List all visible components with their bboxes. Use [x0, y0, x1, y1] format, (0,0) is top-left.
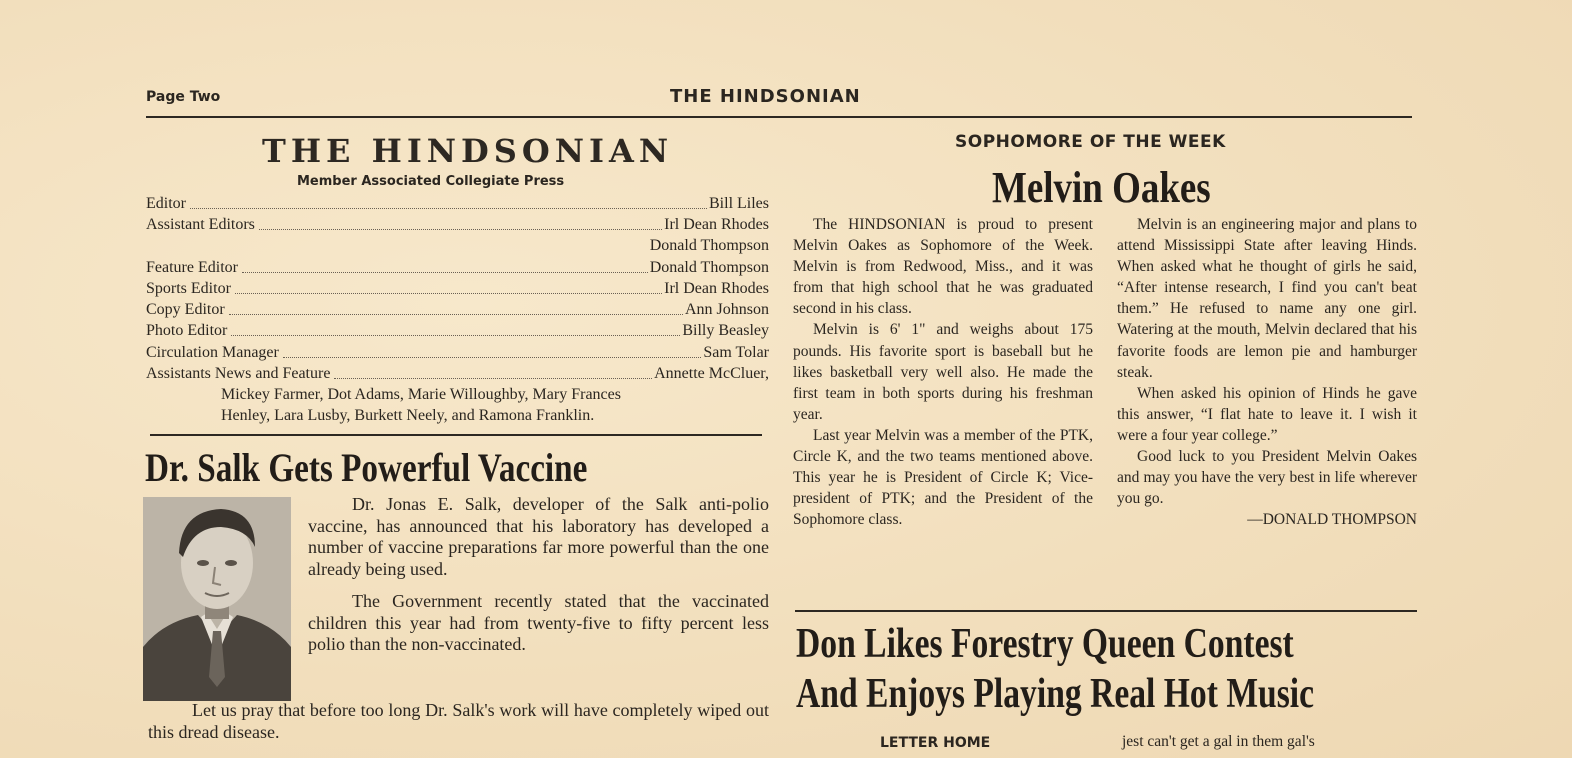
staff-name: Irl Dean Rhodes: [664, 280, 769, 297]
masthead-subtitle: Member Associated Collegiate Press: [297, 174, 565, 189]
staff-assistants-line: Henley, Lara Lusby, Burkett Neely, and Ramona Franklin.: [221, 407, 595, 424]
sophomore-paragraph: Melvin is an engineering major and plans to attend Mississippi State after leaving Hinds. When asked what he thought of girls he said, “After intense research, I find you can't beat them.” He refused to name any one girl. Watering at the mouth, Melvin declared that his favorite foods are lemon pie and hamburger steak.: [1117, 216, 1417, 381]
header-rule: [146, 116, 1412, 118]
sophomore-kicker: SOPHOMORE OF THE WEEK: [955, 132, 1226, 152]
salk-paragraph: Dr. Jonas E. Salk, developer of the Salk anti-polio vaccine, has announced that his laboratory has developed a number of vaccine preparations far more powerful than the one already being used.: [308, 494, 769, 579]
staff-role: Circulation Manager: [146, 344, 279, 361]
leader-dots: [190, 208, 707, 209]
leader-dots: [283, 357, 701, 358]
staff-name: Irl Dean Rhodes: [664, 216, 769, 233]
sophomore-paragraph: Melvin is 6' 1" and weighs about 175 pounds. His favorite sport is baseball but he likes basketball very well also. He made the first team in both sports during his freshman year.: [793, 321, 1093, 423]
sophomore-paragraph: The HINDSONIAN is proud to present Melvin Oakes as Sophomore of the Week. Melvin is from Redwood, Miss., and it was from that high school that he was graduated second in his class.: [793, 216, 1093, 318]
staff-row: [146, 257, 769, 278]
staff-role: Photo Editor: [146, 322, 228, 339]
leader-dots: [231, 335, 680, 336]
sophomore-column-2: [1117, 214, 1417, 530]
page-number: Page Two: [146, 89, 221, 105]
staff-role: Assistants News and Feature: [146, 365, 331, 382]
sophomore-paragraph: When asked his opinion of Hinds he gave this answer, “I flat hate to leave it. I wish it were a four year college.”: [1117, 384, 1417, 444]
staff-role: Assistant Editors: [146, 216, 255, 233]
salk-headline: Dr. Salk Gets Powerful Vaccine: [145, 445, 588, 490]
staff-role: Sports Editor: [146, 280, 231, 297]
staff-assistants-line: Mickey Farmer, Dot Adams, Marie Willoughby, Mary Frances: [221, 386, 621, 403]
staff-row: [146, 214, 769, 235]
staff-row: [146, 299, 769, 320]
sophomore-paragraph: Good luck to you President Melvin Oakes and may you have the very best in life wherever you go.: [1117, 448, 1417, 508]
staff-role: Feature Editor: [146, 259, 238, 276]
sophomore-byline: —DONALD THOMPSON: [1247, 511, 1417, 529]
salk-paragraph: Let us pray that before too long Dr. Salk's work will have completely wiped out this dread disease.: [148, 700, 769, 742]
staff-role: Copy Editor: [146, 301, 225, 318]
staff-name: Donald Thompson: [649, 259, 769, 276]
leader-dots: [235, 293, 662, 294]
don-body-snippet: jest can't get a gal in them gal's: [1122, 733, 1315, 750]
leader-dots: [334, 378, 652, 379]
staff-name: Annette McCluer,: [654, 365, 769, 382]
sophomore-paragraph: Last year Melvin was a member of the PTK, Circle K, and the two teams mentioned above. This year he is President of Circle K; Vice-president of PTK; and the President of the Sophomore class.: [793, 426, 1093, 529]
don-subhead: LETTER HOME: [880, 735, 991, 751]
salk-portrait-photo: [143, 497, 291, 701]
salk-body-top: [308, 494, 769, 656]
masthead-title: THE HINDSONIAN: [262, 132, 674, 170]
leader-dots: [242, 272, 648, 273]
don-headline-line-1: Don Likes Forestry Queen Contest: [796, 621, 1294, 667]
sophomore-bottom-rule: [795, 610, 1417, 612]
don-headline-line-2: And Enjoys Playing Real Hot Music: [796, 671, 1315, 717]
staff-row: [146, 320, 769, 341]
staff-name: Billy Beasley: [682, 322, 769, 339]
staff-row: [146, 193, 769, 214]
leader-dots: [229, 314, 683, 315]
sophomore-column-1: [793, 214, 1093, 530]
staff-row: [146, 363, 769, 384]
staff-role: Editor: [146, 195, 186, 212]
staff-row: [146, 235, 769, 256]
leader-dots: [259, 229, 662, 230]
staff-name: Ann Johnson: [684, 301, 769, 318]
staff-row: [146, 342, 769, 363]
staff-row: [146, 278, 769, 299]
staff-name: Donald Thompson: [649, 237, 769, 254]
staff-name: Bill Liles: [709, 195, 769, 212]
salk-paragraph: The Government recently stated that the vaccinated children this year had from twenty-five to fifty percent less polio than the non-vaccinated.: [308, 591, 769, 654]
staff-name: Sam Tolar: [703, 344, 769, 361]
masthead-bottom-rule: [150, 434, 762, 436]
salk-body-bottom: [148, 700, 769, 743]
running-header-title: THE HINDSONIAN: [670, 86, 861, 107]
portrait-icon: [143, 497, 291, 701]
sophomore-headline: Melvin Oakes: [992, 163, 1211, 212]
